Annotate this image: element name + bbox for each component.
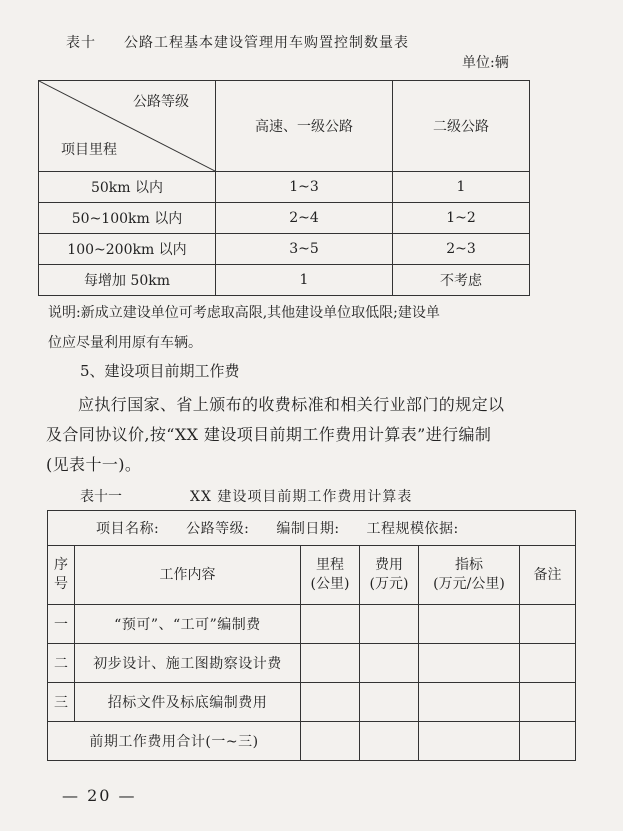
header-mileage-l2: (公里)	[310, 576, 350, 592]
paragraph-line: 应执行国家、省上颁布的收费标准和相关行业部门的规定以	[78, 395, 505, 414]
note-line: 位应尽量利用原有车辆。	[48, 335, 202, 351]
empty-cell	[301, 644, 360, 683]
header-content: 工作内容	[75, 546, 301, 605]
meta-basis: 工程规模依据:	[366, 521, 459, 537]
total-cell: 前期工作费用合计(一~三)	[48, 722, 301, 761]
header-mileage-l1: 里程	[316, 557, 344, 573]
header-seq	[48, 546, 75, 605]
empty-cell	[419, 644, 520, 683]
header-index	[419, 546, 520, 605]
header-seq-text: 序号	[54, 557, 68, 592]
table10-caption	[66, 32, 409, 52]
value-cell: 1	[393, 172, 530, 203]
paragraph-line: (见表十一)。	[46, 455, 142, 474]
header-cost-l2: (万元)	[369, 576, 409, 592]
value-cell: 1	[216, 265, 393, 296]
note-line: 说明:新成立建设单位可考虑取高限,其他建设单位取低限;建设单	[48, 305, 440, 321]
range-cell: 50~100km 以内	[39, 203, 216, 234]
col-highway-header: 高速、一级公路	[216, 81, 393, 172]
range-cell: 每增加 50km	[39, 265, 216, 296]
table10-number: 表十	[66, 35, 96, 51]
diagonal-header-cell	[39, 81, 216, 172]
seq-cell: 三	[48, 683, 75, 722]
empty-cell	[419, 605, 520, 644]
table11-number: 表十一	[80, 489, 122, 505]
table-row	[39, 265, 530, 296]
table-row	[39, 172, 530, 203]
table11-meta-row	[48, 511, 576, 546]
content-cell: “预可”、“工可”编制费	[75, 605, 301, 644]
seq-cell: 二	[48, 644, 75, 683]
meta-project: 项目名称:	[96, 521, 160, 537]
empty-cell	[360, 644, 419, 683]
preliminary-cost-table	[47, 510, 576, 761]
empty-cell	[360, 605, 419, 644]
header-index-l2: (万元/公里)	[433, 576, 505, 592]
empty-cell	[360, 722, 419, 761]
table10-unit: 单位:辆	[462, 55, 509, 71]
seq-cell: 一	[48, 605, 75, 644]
page-number: — 20 —	[62, 786, 137, 805]
empty-cell	[301, 605, 360, 644]
header-grade-label: 公路等级	[133, 94, 189, 110]
table10-note	[48, 298, 588, 358]
header-remark: 备注	[520, 546, 576, 605]
table-row	[39, 203, 530, 234]
meta-date: 编制日期:	[276, 521, 340, 537]
empty-cell	[520, 605, 576, 644]
value-cell: 1~3	[216, 172, 393, 203]
value-cell: 2~3	[393, 234, 530, 265]
header-cost-l1: 费用	[375, 557, 403, 573]
range-cell: 100~200km 以内	[39, 234, 216, 265]
table-row	[39, 234, 530, 265]
value-cell: 2~4	[216, 203, 393, 234]
header-index-l1: 指标	[455, 557, 483, 573]
table10-title: 公路工程基本建设管理用车购置控制数量表	[124, 35, 409, 51]
section-heading: 5、建设项目前期工作费	[80, 362, 240, 380]
content-cell: 招标文件及标底编制费用	[75, 683, 301, 722]
header-mileage-label: 项目里程	[61, 142, 117, 158]
table11-title: XX 建设项目前期工作费用计算表	[190, 489, 413, 505]
empty-cell	[419, 683, 520, 722]
table-row	[48, 605, 576, 644]
content-cell: 初步设计、施工图勘察设计费	[75, 644, 301, 683]
range-cell: 50km 以内	[39, 172, 216, 203]
empty-cell	[301, 683, 360, 722]
empty-cell	[520, 722, 576, 761]
table11-header-row	[48, 546, 576, 605]
paragraph-line: 及合同协议价,按“XX 建设项目前期工作费用计算表”进行编制	[46, 425, 492, 444]
meta-grade: 公路等级:	[186, 521, 250, 537]
empty-cell	[301, 722, 360, 761]
table-row	[48, 683, 576, 722]
empty-cell	[520, 644, 576, 683]
value-cell: 不考虑	[393, 265, 530, 296]
value-cell: 3~5	[216, 234, 393, 265]
table-row	[48, 722, 576, 761]
section-paragraph	[46, 390, 586, 480]
value-cell: 1~2	[393, 203, 530, 234]
empty-cell	[520, 683, 576, 722]
table11-caption	[80, 486, 412, 506]
header-mileage	[301, 546, 360, 605]
header-cost	[360, 546, 419, 605]
col-secondary-header: 二级公路	[393, 81, 530, 172]
empty-cell	[360, 683, 419, 722]
vehicle-quota-table	[38, 80, 530, 296]
empty-cell	[419, 722, 520, 761]
table-row	[48, 644, 576, 683]
